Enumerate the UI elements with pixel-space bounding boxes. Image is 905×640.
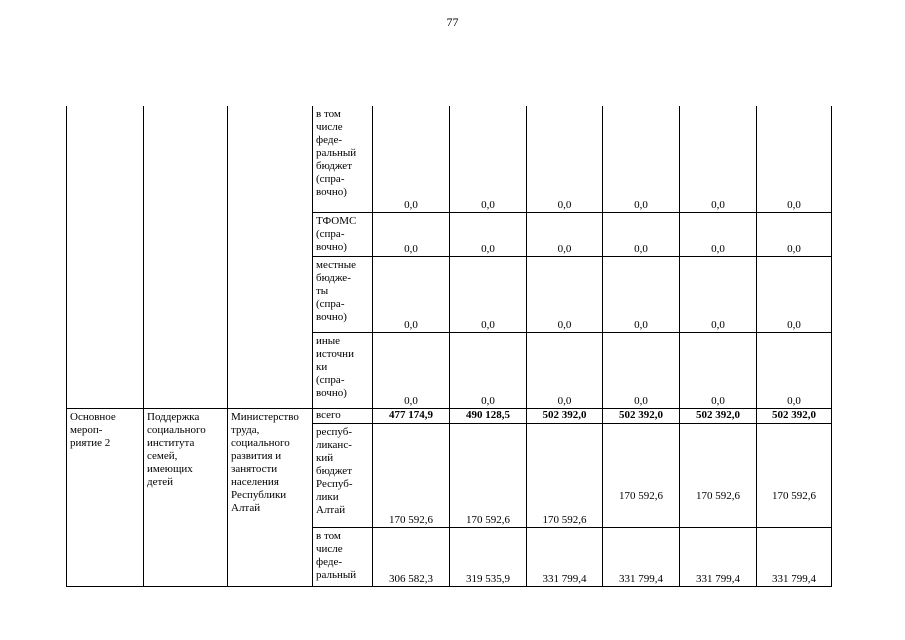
funding-source-cell: респуб- ликанс- кий бюджет Респуб- лики Алтай <box>313 423 373 527</box>
activity-name-cell: Поддержка социального института семей, имеющих детей <box>144 408 228 586</box>
table-row <box>67 106 832 212</box>
value-cell: 0,0 <box>603 256 680 332</box>
value-cell: 502 392,0 <box>680 408 757 423</box>
value-cell: 0,0 <box>450 106 527 212</box>
value-cell: 331 799,4 <box>527 527 603 586</box>
value-cell: 0,0 <box>527 332 603 408</box>
value-cell: 170 592,6 <box>450 423 527 527</box>
value-cell: 0,0 <box>680 332 757 408</box>
executor-cell: Министерство труда, социального развития и занятости населения Республики Алтай <box>228 408 313 586</box>
value-cell: 502 392,0 <box>603 408 680 423</box>
activity-type-cell: Основное мероп- риятие 2 <box>67 408 144 586</box>
value-cell: 0,0 <box>603 332 680 408</box>
value-cell: 0,0 <box>603 106 680 212</box>
value-cell: 319 535,9 <box>450 527 527 586</box>
funding-source-cell: в том числе феде- ральный бюджет (спра- вочно) <box>313 106 373 212</box>
executor-cell <box>228 106 313 408</box>
value-cell: 170 592,6 <box>757 423 832 527</box>
value-cell: 477 174,9 <box>373 408 450 423</box>
value-cell: 0,0 <box>527 256 603 332</box>
activity-type-cell <box>67 106 144 408</box>
budget-table <box>66 106 832 587</box>
value-cell: 0,0 <box>603 212 680 256</box>
value-cell: 502 392,0 <box>757 408 832 423</box>
value-cell: 0,0 <box>450 256 527 332</box>
value-cell: 0,0 <box>527 212 603 256</box>
value-cell: 490 128,5 <box>450 408 527 423</box>
value-cell: 0,0 <box>527 106 603 212</box>
value-cell: 170 592,6 <box>680 423 757 527</box>
value-cell: 170 592,6 <box>373 423 450 527</box>
value-cell: 331 799,4 <box>680 527 757 586</box>
value-cell: 0,0 <box>680 212 757 256</box>
value-cell: 331 799,4 <box>757 527 832 586</box>
value-cell: 331 799,4 <box>603 527 680 586</box>
value-cell: 0,0 <box>373 106 450 212</box>
funding-source-cell: иные источни ки (спра- вочно) <box>313 332 373 408</box>
value-cell: 170 592,6 <box>527 423 603 527</box>
value-cell: 0,0 <box>680 106 757 212</box>
value-cell: 0,0 <box>757 212 832 256</box>
funding-source-cell: в том числе феде- ральный <box>313 527 373 586</box>
value-cell: 0,0 <box>757 332 832 408</box>
activity-name-cell <box>144 106 228 408</box>
value-cell: 502 392,0 <box>527 408 603 423</box>
funding-source-cell: всего <box>313 408 373 423</box>
value-cell: 0,0 <box>373 212 450 256</box>
value-cell: 0,0 <box>450 212 527 256</box>
value-cell: 0,0 <box>757 256 832 332</box>
value-cell: 0,0 <box>373 256 450 332</box>
funding-source-cell: ТФОМС (спра- вочно) <box>313 212 373 256</box>
value-cell: 170 592,6 <box>603 423 680 527</box>
value-cell: 0,0 <box>450 332 527 408</box>
value-cell: 306 582,3 <box>373 527 450 586</box>
value-cell: 0,0 <box>373 332 450 408</box>
table-row <box>67 408 832 423</box>
page-number: 77 <box>446 15 459 29</box>
value-cell: 0,0 <box>757 106 832 212</box>
value-cell: 0,0 <box>680 256 757 332</box>
funding-source-cell: местные бюдже- ты (спра- вочно) <box>313 256 373 332</box>
